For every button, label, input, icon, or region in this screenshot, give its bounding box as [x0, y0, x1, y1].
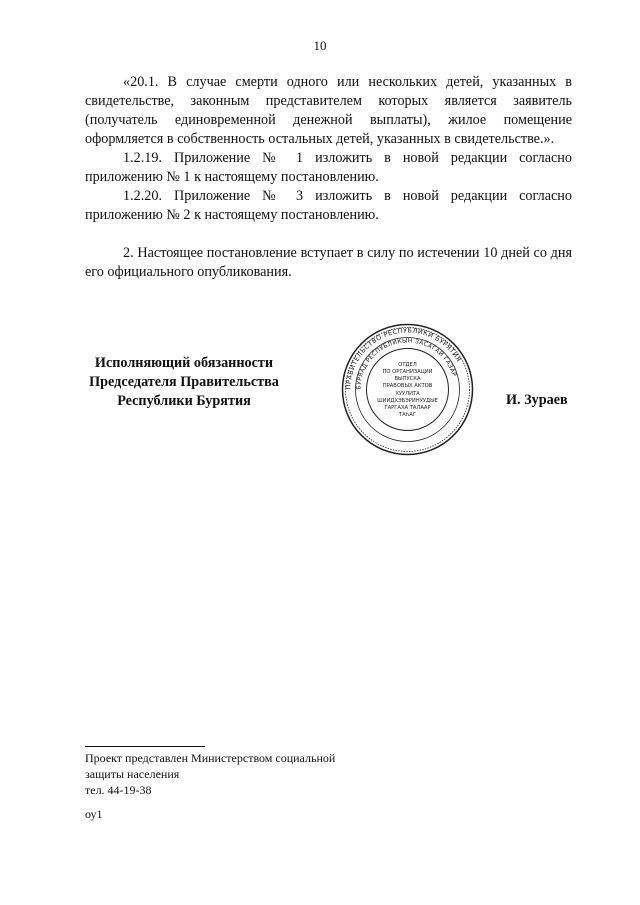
footnote-line: тел. 44-19-38: [85, 783, 152, 797]
document-code: оу1: [85, 807, 103, 821]
page-number: 10: [313, 38, 327, 53]
seal-center-line: ПО ОРГАНИЗАЦИИ: [382, 369, 433, 375]
footnote-divider: [85, 746, 205, 747]
paragraph-1-2-19: 1.2.19. Приложение № 1 изложить в новой редакции согласно приложению № 1 к настоящему постановлению.: [85, 150, 572, 185]
seal-center-line: ПРАВОВЫХ АКТОВ: [382, 383, 433, 389]
signatory-title-line: Председателя Правительства: [89, 374, 279, 390]
seal-center-line: ВЫПУСКА: [394, 376, 421, 382]
paragraph-20-1: «20.1. В случае смерти одного или нескольких детей, указанных в свидетельстве, законным представителем которых является заявитель (получатель единовременной денежной выплаты), жилое помещение оформляется в собственность остальных детей, указанных в свидетельстве.».: [85, 74, 572, 147]
seal-outer-text: ПРАВИТЕЛЬСТВО РЕСПУБЛИКИ БУРЯТИЯ: [344, 326, 463, 390]
signatory-title: [78, 354, 290, 411]
document-body: [85, 73, 572, 282]
paragraph-2-effective-date: 2. Настоящее постановление вступает в силу по истечении 10 дней со дня его официального опубликования.: [85, 245, 572, 280]
seal-center-line: ТАҺАГ: [399, 412, 416, 418]
seal-center-line: ШИИДХЭБЭРИНУУДЫЕ: [377, 398, 438, 404]
official-seal: [340, 322, 475, 457]
footnote-line: защиты населения: [85, 767, 180, 781]
signatory-title-line: Республики Бурятия: [117, 393, 251, 409]
footnote-line: Проект представлен Министерством социальной: [85, 751, 336, 765]
seal-center-line: ОТДЕЛ: [398, 362, 417, 368]
seal-center-line: ХУУЛИТА: [395, 391, 420, 397]
footnote: [85, 750, 335, 822]
signatory-title-line: Исполняющий обязанности: [94, 355, 274, 371]
signatory-name: И. Зураев: [506, 392, 568, 408]
paragraph-1-2-20: 1.2.20. Приложение № 3 изложить в новой редакции согласно приложению № 2 к настоящему постановлению.: [85, 188, 572, 223]
seal-center-line: ГАРГАХА ТАЛААР: [384, 405, 431, 411]
seal-inner-text: БУРЯАД РЕСПУБЛИКЫН ЗАСАГАЙ ГАЗАР: [355, 337, 458, 390]
